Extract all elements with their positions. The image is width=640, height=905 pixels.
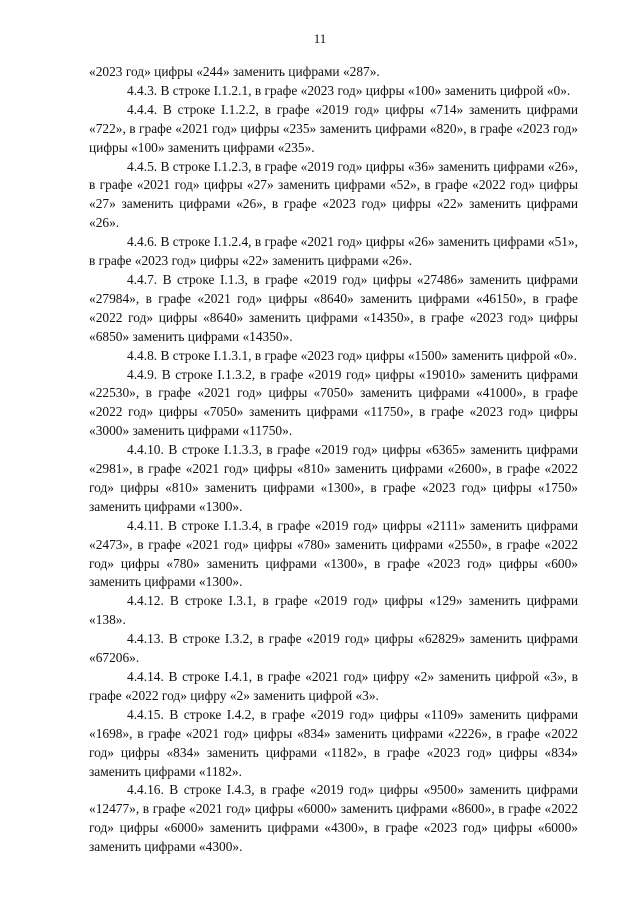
- paragraph-4-4-7: 4.4.7. В строке I.1.3, в графе «2019 год» цифры «27486» заменить цифрами «27984», в графе «2021 год» цифры «8640» заменить цифрами «46150», в графе «2022 год» цифры «8640» заменить цифрами «14350», в графе «2023 год» цифры «6850» заменить цифрами «14350».: [89, 271, 578, 344]
- paragraph-4-4-10: 4.4.10. В строке I.1.3.3, в графе «2019 год» цифры «6365» заменить цифрами «2981», в графе «2021 год» цифры «810» заменить цифрами «2600», в графе «2022 год» цифры «810» заменить цифрами «1300», в графе «2023 год» цифры «1750» заменить цифрами «1300».: [89, 442, 578, 514]
- paragraph-4-4-12: 4.4.12. В строке I.3.1, в графе «2019 год» цифры «129» заменить цифрами «138».: [89, 593, 578, 628]
- document-body: [89, 63, 578, 857]
- paragraph-4-4-3: 4.4.3. В строке I.1.2.1, в графе «2023 год» цифры «100» заменить цифрой «0».: [127, 82, 571, 98]
- paragraph-4-4-6: 4.4.6. В строке I.1.2.4, в графе «2021 год» цифры «26» заменить цифрами «51», в графе «2023 год» цифры «22» заменить цифрами «26».: [89, 234, 578, 269]
- paragraph-4-4-13: 4.4.13. В строке I.3.2, в графе «2019 год» цифры «62829» заменить цифрами «67206».: [89, 631, 578, 666]
- paragraph-continuation: «2023 год» цифры «244» заменить цифрами «287».: [89, 64, 380, 79]
- paragraph-4-4-11: 4.4.11. В строке I.1.3.4, в графе «2019 год» цифры «2111» заменить цифрами «2473», в графе «2021 год» цифры «780» заменить цифрами «2550», в графе «2022 год» цифры «780» заменить цифрами «1300», в графе «2023 год» цифры «600» заменить цифрами «1300».: [89, 517, 578, 590]
- paragraph-4-4-4: 4.4.4. В строке I.1.2.2, в графе «2019 год» цифры «714» заменить цифрами «722», в графе «2021 год» цифры «235» заменить цифрами «820», в графе «2023 год» цифры «100» заменить цифрами «235».: [89, 101, 578, 155]
- page-number: 11: [313, 31, 327, 46]
- paragraph-4-4-8: 4.4.8. В строке I.1.3.1, в графе «2023 год» цифры «1500» заменить цифрой «0».: [127, 347, 577, 363]
- paragraph-4-4-15: 4.4.15. В строке I.4.2, в графе «2019 год» цифры «1109» заменить цифрами «1698», в графе «2021 год» цифры «834» заменить цифрами «2226», в графе «2022 год» цифры «834» заменить цифрами «1182», в графе «2023 год» цифры «834» заменить цифрами «1182».: [89, 706, 578, 779]
- paragraph-4-4-16: 4.4.16. В строке I.4.3, в графе «2019 год» цифры «9500» заменить цифрами «12477», в графе «2021 год» цифры «6000» заменить цифрами «8600», в графе «2022 год» цифры «6000» заменить цифрами «4300», в графе «2023 год» цифры «6000» заменить цифрами «4300».: [89, 782, 578, 855]
- paragraph-4-4-5: 4.4.5. В строке I.1.2.3, в графе «2019 год» цифры «36» заменить цифрами «26», в графе «2021 год» цифры «27» заменить цифрами «52», в графе «2022 год» цифры «27» заменить цифрами «26», в графе «2023 год» цифры «22» заменить цифрами «26».: [89, 158, 578, 231]
- paragraph-4-4-14: 4.4.14. В строке I.4.1, в графе «2021 год» цифру «2» заменить цифрой «3», в графе «2022 год» цифру «2» заменить цифрой «3».: [89, 669, 578, 703]
- paragraph-4-4-9: 4.4.9. В строке I.1.3.2, в графе «2019 год» цифры «19010» заменить цифрами «22530», в графе «2021 год» цифры «7050» заменить цифрами «41000», в графе «2022 год» цифры «7050» заменить цифрами «11750», в графе «2023 год» цифры «3000» заменить цифрами «11750».: [89, 366, 578, 439]
